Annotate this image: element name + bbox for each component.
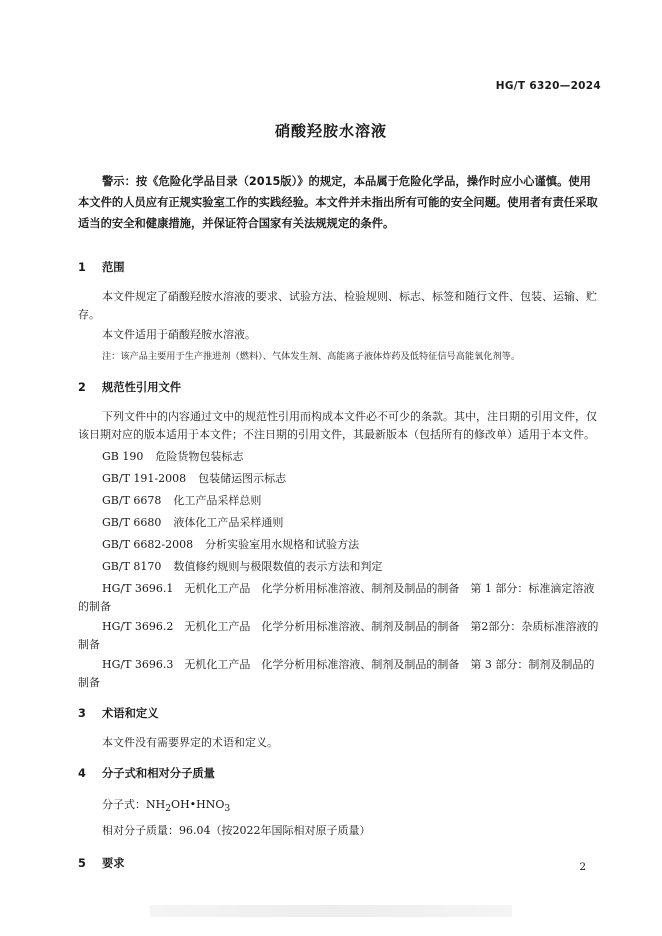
formula-subscript: 2	[165, 803, 172, 815]
reference-item	[102, 558, 602, 576]
reference-list	[78, 448, 602, 692]
section-title: 术语和定义	[102, 707, 159, 720]
reference-title: 危险货物包装标志	[155, 450, 244, 463]
page-title: 硝酸羟胺水溶液	[274, 122, 387, 140]
reference-code: GB/T 8170	[102, 560, 162, 573]
reference-item	[102, 536, 602, 554]
scope-applicability: 本文件适用于硝酸羟胺水溶液。	[102, 328, 256, 341]
section-requirements	[78, 854, 602, 874]
section-heading	[78, 764, 602, 784]
section-title: 要求	[102, 857, 125, 871]
molecular-formula	[102, 794, 602, 820]
section-number: 1	[78, 261, 86, 274]
molecular-mass: 相对分子质量：96.04（按2022年国际相对原子质量）	[102, 824, 371, 838]
warning-paragraph: 警示：按《危险化学品目录（2015版）》的规定，本品属于危险化学品，操作时应小心谨慎。使用本文件的人员应有正规实验室工作的实践经验。本文件并未指出所有可能的安全问题。使用者有责任采取适当的安全和健康措施，并保证符合国家有关法规规定的条件。	[78, 175, 598, 230]
reference-code: GB 190	[102, 450, 144, 463]
reference-title: 包装储运图示标志	[198, 472, 287, 485]
section-heading	[78, 258, 602, 278]
terms-paragraph: 本文件没有需要界定的术语和定义。	[102, 736, 278, 749]
section-heading	[78, 854, 602, 874]
reference-item	[102, 448, 602, 466]
section-number: 4	[78, 767, 86, 780]
reference-item	[102, 492, 602, 510]
section-terms	[78, 704, 602, 752]
scope-note: 注：该产品主要用于生产推进剂（燃料）、气体发生剂、高能离子液体炸药及低特征信号高能氧化剂等。	[102, 351, 521, 362]
section-heading	[78, 378, 602, 398]
section-title: 范围	[102, 261, 125, 274]
reference-item-long: HG/T 3696.1 无机化工产品 化学分析用标准溶液、制剂及制品的制备 第 1 部分：标准滴定溶液的制备	[78, 582, 595, 613]
scope-paragraph: 本文件规定了硝酸羟胺水溶液的要求、试验方法、检验规则、标志、标签和随行文件、包装、运输、贮存。	[78, 290, 597, 321]
reference-code: GB/T 6682-2008	[102, 538, 194, 551]
reference-item-long: HG/T 3696.3 无机化工产品 化学分析用标准溶液、制剂及制品的制备 第 3 部分：制剂及制品的制备	[78, 658, 595, 689]
section-title: 分子式和相对分子质量	[102, 767, 215, 780]
section-scope	[78, 258, 602, 366]
section-formula	[78, 764, 602, 842]
formula-label: 分子式：	[102, 798, 146, 811]
formula-part: NH	[146, 798, 166, 811]
formula-subscript: 3	[224, 803, 231, 815]
section-number: 2	[78, 381, 86, 394]
reference-title: 液体化工产品采样通则	[173, 516, 284, 529]
section-title: 规范性引用文件	[102, 381, 182, 394]
section-heading	[78, 704, 602, 724]
page-number: 2	[579, 861, 586, 873]
document-body	[78, 171, 602, 886]
footer-watermark	[150, 905, 512, 917]
standard-number: HG/T 6320—2024	[495, 80, 601, 92]
section-number: 5	[78, 857, 86, 871]
reference-code: GB/T 191-2008	[102, 472, 187, 485]
reference-title: 数值修约规则与极限数值的表示方法和判定	[173, 560, 383, 573]
formula-part: OH•HNO	[171, 798, 225, 811]
reference-item	[102, 470, 602, 488]
reference-item-long: HG/T 3696.2 无机化工产品 化学分析用标准溶液、制剂及制品的制备 第2部分：杂质标准溶液的制备	[78, 620, 599, 651]
reference-code: GB/T 6678	[102, 494, 162, 507]
reference-title: 分析实验室用水规格和试验方法	[205, 538, 360, 551]
reference-code: GB/T 6680	[102, 516, 162, 529]
section-references	[78, 378, 602, 692]
reference-title: 化工产品采样总则	[173, 494, 262, 507]
reference-item	[102, 514, 602, 532]
section-number: 3	[78, 707, 86, 720]
references-intro: 下列文件中的内容通过文中的规范性引用而构成本文件必不可少的条款。其中，注日期的引用文件，仅该日期对应的版本适用于本文件；不注日期的引用文件，其最新版本（包括所有的修改单）适用于本文件。	[78, 410, 597, 441]
